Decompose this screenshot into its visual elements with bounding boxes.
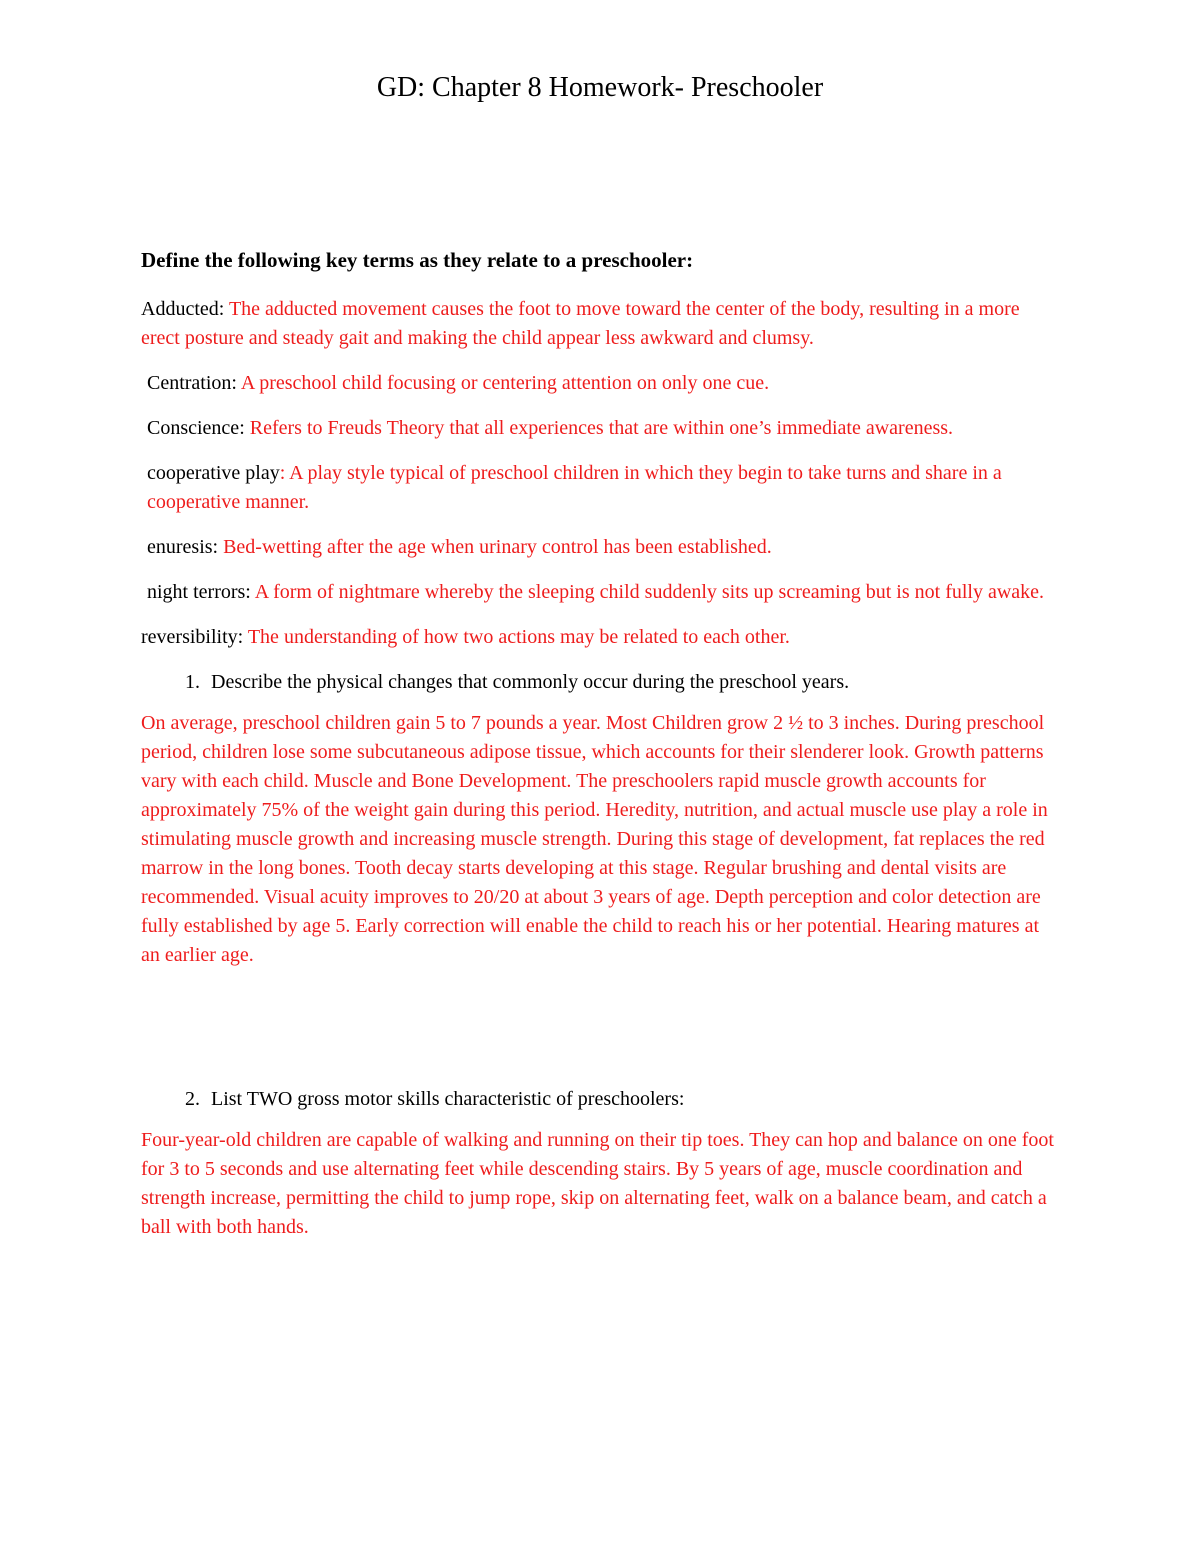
instruction-heading: Define the following key terms as they relate to a preschooler: [141,248,694,272]
question-2 [141,1085,1056,1114]
term-reversibility [141,623,1056,652]
term-definition: The understanding of how two actions may be related to each other. [247,626,790,648]
blank-space [141,970,1056,1085]
term-label: night terrors: [147,581,255,603]
question-number: 2. [185,1088,200,1110]
term-label: cooperative play [147,462,280,484]
term-label: Conscience: [147,417,250,439]
term-centration [141,369,1056,398]
term-enuresis [141,533,1056,562]
term-definition: Bed-wetting after the age when urinary control has been established. [223,536,772,558]
term-label: enuresis: [147,536,224,558]
answer-1: On average, preschool children gain 5 to 7 pounds a year. Most Children grow 2 ½ to 3 inches. During preschool period, children lose some subcutaneous adipose tissue, which accounts for their slenderer look. Growth patterns vary with each child. Muscle and Bone Development. The preschoolers rapid muscle growth accounts for approximately 75% of the weight gain during this period. Heredity, nutrition, and actual muscle use play a role in stimulating muscle growth and increasing muscle strength. During this stage of development, fat replaces the red marrow in the long bones. Tooth decay starts developing at this stage. Regular brushing and dental visits are recommended. Visual acuity improves to 20/20 at about 3 years of age. Depth perception and color detection are fully established by age 5. Early correction will enable the child to reach his or her potential. Hearing matures at an earlier age. [141,712,1048,966]
term-label: Adducted: [141,298,229,320]
term-adducted [141,295,1056,353]
answer-2: Four-year-old children are capable of walking and running on their tip toes. They can hop and balance on one foot for 3 to 5 seconds and use alternating feet while descending stairs. By 5 years of age, muscle coordination and strength increase, permitting the child to jump rope, skip on alternating feet, walk on a balance beam, and catch a ball with both hands. [141,1129,1054,1238]
term-conscience [141,414,1056,443]
term-definition: A form of nightmare whereby the sleeping child suddenly sits up screaming but is not fully awake. [254,581,1045,603]
term-label: Centration: [147,372,241,394]
term-definition: : A play style typical of preschool children in which they begin to take turns and share in a cooperative manner. [147,462,1002,513]
term-definition: The adducted movement causes the foot to move toward the center of the body, resulting in a more erect posture and steady gait and making the child appear less awkward and clumsy. [141,298,1020,349]
page-title: GD: Chapter 8 Homework- Preschooler [376,72,824,103]
question-text: List TWO gross motor skills characteristic of preschoolers: [211,1088,685,1110]
term-night-terrors [141,578,1056,607]
term-label: reversibility: [141,626,248,648]
question-text: Describe the physical changes that commonly occur during the preschool years. [211,671,850,693]
term-definition: A preschool child focusing or centering attention on only one cue. [240,372,770,394]
document-body [141,246,1056,1242]
term-definition: Refers to Freuds Theory that all experiences that are within one’s immediate awareness. [249,417,954,439]
question-number: 1. [185,671,200,693]
question-1 [141,668,1056,697]
term-cooperative-play [141,459,1056,517]
